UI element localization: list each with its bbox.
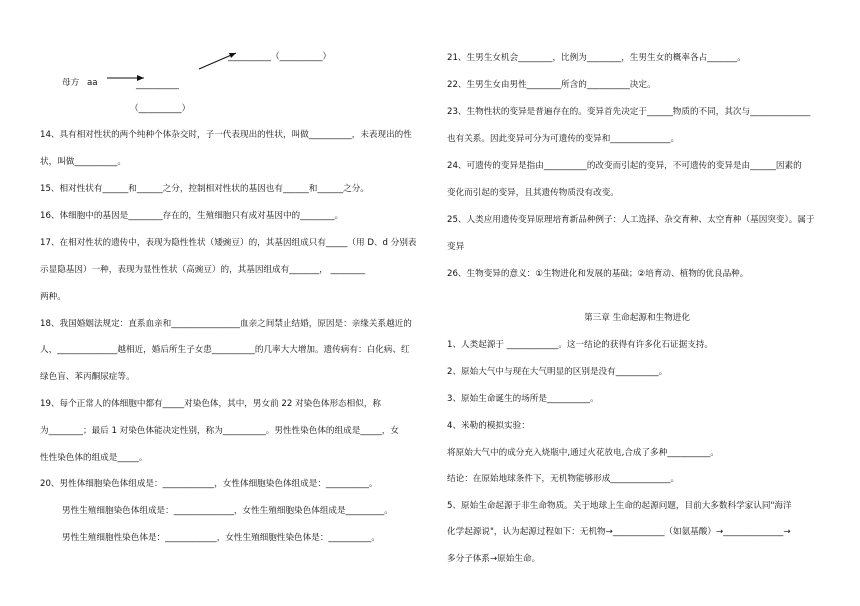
ch3-q2: 2、原始大气中与现在大气明显的区别是没有__________。 xyxy=(447,367,668,377)
q17-line2: 示显隐基因）一种，表现为显性性状（高豌豆）的，其基因组成有_______， ________ xyxy=(40,265,365,275)
q26: 26、生物变异的意义：①生物进化和发展的基础；②培育动、植物的优良品种。 xyxy=(447,269,749,279)
q16: 16、体细胞中的基因是________存在的，生殖细胞只有成对基因中的________。 xyxy=(40,211,344,221)
q19-line1: 19、每个正常人的体细胞中都有_____对染色体，其中，男女前 22 对染色体形态相似，称 xyxy=(40,399,382,409)
ch3-q3: 3、原始生命诞生的场所是__________。 xyxy=(447,394,599,404)
diagram-mother-label: 母方 xyxy=(62,78,80,88)
q14-line2: 状，叫做__________。 xyxy=(40,157,126,167)
diagram-bottom-blank: （__________） xyxy=(130,104,191,114)
q24-line1: 24、可遗传的变异是指由__________的改变而引起的变异，不可遗传的变异是由______因素的 xyxy=(447,161,802,171)
q17-line3: 两种。 xyxy=(40,292,66,302)
ch3-q5-line1: 5、原始生命起源于非生命物质。关于地球上生命的起源问题，目前大多数科学家认同"海洋 xyxy=(447,501,792,511)
q19-line2: 为________；最后 1 对染色体能决定性别，称为__________。男性性染色体的组成是_____，女 xyxy=(40,426,399,436)
chapter-title: 第三章 生命起源和生物进化 xyxy=(584,313,690,323)
q18-line2: 人，______________越相近，婚后所生子女患__________的几率大大增加。遗传病有：白化病、红 xyxy=(40,345,410,355)
diagram-mid-blank: __________ xyxy=(136,80,179,90)
q20-line1: 20、男性体细胞染色体组成是：____________，女性体细胞染色体组成是：__________。 xyxy=(40,479,378,489)
q25-line1: 25、人类应用遗传变异原理培育新品种例子：人工选择、杂交育种、太空育种（基因突变）。属于 xyxy=(447,215,815,225)
q18-line3: 绿色盲、苯丙酮尿症等。 xyxy=(40,372,135,382)
q24-line2: 变化而引起的变异，且其遗传物质没有改变。 xyxy=(447,188,619,198)
q17-line1: 17、在相对性状的遗传中，表现为隐性性状（矮豌豆）的，其基因组成只有_____（用 D、d 分别表 xyxy=(40,238,417,248)
q23-line2: 也有关系。因此变异可分为可遗传的变异和______________。 xyxy=(447,134,680,144)
q14-line1: 14、具有相对性状的两个纯种个体杂交时，子一代表现出的性状，叫做__________，未表现出的性 xyxy=(40,130,412,140)
q19-line3: 性性染色体的组成是_____。 xyxy=(40,453,148,463)
ch3-q5-line3: 多分子体系→原始生命。 xyxy=(447,554,541,564)
ch3-q4: 4、米勒的模拟实验： xyxy=(447,421,530,431)
q25-line2: 变异 xyxy=(447,242,465,252)
ch3-q1: 1、人类起源于 ____________。这一结论的获得有许多化石证据支持。 xyxy=(447,340,714,350)
diagram-mother-genotype: aa xyxy=(87,78,98,88)
q18-line1: 18、我国婚姻法规定：直系血亲和________________血亲之间禁止结婚，原因是：亲缘关系越近的 xyxy=(40,319,412,329)
q21: 21、生男生女机会________，比例为________，生男生女的概率各占_______。 xyxy=(447,53,746,63)
q23-line1: 23、生物性状的变异是普遍存在的。变异首先决定于______物质的不同，其次与______________ xyxy=(447,107,811,117)
ch3-q5-line2: 化学起源说"，认为起源过程如下：无机物→____________（如氨基酸）→______________→ xyxy=(447,527,791,537)
ch3-q4-experiment: 将原始大气中的成分充入烧瓶中,通过火花放电,合成了多种__________。 xyxy=(447,448,719,458)
q20-line3: 男性生殖细胞性染色体是：____________，女性生殖细胞性染色体是：__________。 xyxy=(62,533,380,543)
ch3-q4-conclusion: 结论：在原始地球条件下，无机物能够形成______________。 xyxy=(447,474,680,484)
q15: 15、相对性状有______和______之分，控制相对性状的基因也有______和______之分。 xyxy=(40,184,369,194)
q20-line2: 男性生殖细胞染色体组成是：______________，女性生殖细胞染色体组成是_________。 xyxy=(62,506,393,516)
diagram-top-right-blank: __________（__________） xyxy=(228,52,332,62)
q22: 22、生男生女由男性________所含的__________决定。 xyxy=(447,80,656,90)
